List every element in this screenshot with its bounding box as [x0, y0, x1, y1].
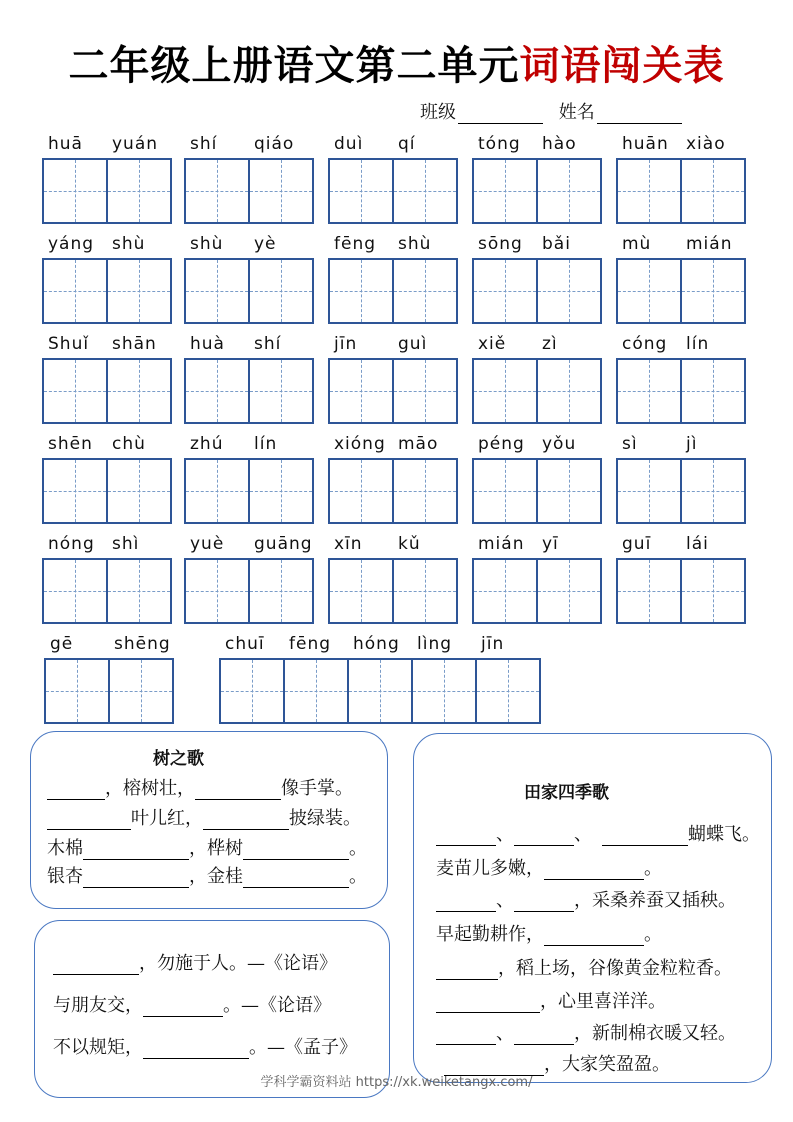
word-box-group	[616, 234, 746, 324]
writing-cell[interactable]	[618, 560, 682, 622]
blank[interactable]	[436, 961, 498, 980]
pinyin-label: yuán	[112, 134, 159, 154]
writing-cell[interactable]	[618, 460, 682, 522]
writing-cell[interactable]	[186, 560, 250, 622]
tian-line-5: ，稻上场，谷像黄金粒粒香。	[436, 954, 732, 980]
name-row	[420, 98, 692, 124]
writing-cell[interactable]	[330, 560, 394, 622]
word-box-group	[184, 434, 314, 524]
writing-cell[interactable]	[221, 660, 285, 722]
writing-cell[interactable]	[186, 460, 250, 522]
pinyin-label: huā	[48, 134, 83, 154]
tian-line-7: 、 ，新制棉衣暖又轻。	[436, 1019, 736, 1045]
pinyin-label: shēng	[114, 634, 171, 654]
tianzige-boxes	[42, 458, 172, 524]
word-box-group	[616, 434, 746, 524]
word-box-group	[472, 434, 602, 524]
writing-cell[interactable]	[394, 260, 456, 322]
pinyin-label: māo	[398, 434, 439, 454]
writing-cell[interactable]	[250, 460, 312, 522]
writing-cell[interactable]	[44, 260, 108, 322]
pinyin-label: bǎi	[542, 234, 571, 254]
word-box-group	[184, 234, 314, 324]
writing-cell[interactable]	[394, 160, 456, 222]
shu-line-4: 银杏 ，金桂 。	[47, 866, 367, 887]
blank[interactable]	[514, 893, 574, 912]
writing-cell[interactable]	[538, 160, 600, 222]
pinyin-label: jīn	[334, 334, 358, 354]
blank[interactable]	[243, 841, 349, 860]
tianzige-boxes	[219, 658, 541, 724]
tianzige-boxes	[472, 258, 602, 324]
tianzige-boxes	[328, 358, 458, 424]
pinyin-label: lìng	[417, 634, 453, 654]
tianzige-boxes	[472, 158, 602, 224]
tianzige-boxes	[184, 258, 314, 324]
pinyin-label: shān	[112, 334, 157, 354]
writing-cell[interactable]	[250, 160, 312, 222]
tianzige-boxes	[42, 558, 172, 624]
pinyin-label: yè	[254, 234, 277, 254]
pinyin-label: duì	[334, 134, 364, 154]
blank[interactable]	[47, 811, 131, 830]
blank[interactable]	[436, 827, 496, 846]
word-box-group	[472, 134, 602, 224]
writing-cell[interactable]	[186, 260, 250, 322]
writing-cell[interactable]	[330, 260, 394, 322]
blank[interactable]	[436, 994, 540, 1013]
pinyin-label: mù	[622, 234, 652, 254]
panel-shu-zhi-ge	[30, 731, 388, 909]
blank[interactable]	[544, 927, 644, 946]
tianzige-boxes	[616, 558, 746, 624]
pinyin-label: hào	[542, 134, 577, 154]
writing-cell[interactable]	[538, 560, 600, 622]
writing-cell[interactable]	[44, 360, 108, 422]
pinyin-label: sì	[622, 434, 638, 454]
writing-cell[interactable]	[108, 360, 170, 422]
tian-line-8: ，大家笑盈盈。	[444, 1050, 670, 1076]
class-label: 班级	[420, 102, 456, 123]
writing-cell[interactable]	[186, 360, 250, 422]
tianzige-boxes	[328, 458, 458, 524]
word-box-group	[328, 534, 458, 624]
pinyin-label: jì	[686, 434, 698, 454]
writing-cell[interactable]	[349, 660, 413, 722]
tianzige-boxes	[472, 558, 602, 624]
pinyin-label: shí	[254, 334, 282, 354]
shu-line-1: ，榕树壮， 像手掌。	[47, 774, 353, 800]
blank[interactable]	[602, 827, 688, 846]
writing-cell[interactable]	[538, 460, 600, 522]
blank[interactable]	[514, 1026, 574, 1045]
word-box-group	[328, 234, 458, 324]
word-box-group	[472, 234, 602, 324]
pinyin-label: Shuǐ	[48, 334, 90, 354]
tianzige-boxes	[472, 458, 602, 524]
writing-cell[interactable]	[474, 160, 538, 222]
pinyin-label: jīn	[481, 634, 505, 654]
word-box-group	[42, 534, 172, 624]
tian-line-4: 早起勤耕作， 。	[436, 924, 662, 945]
writing-cell[interactable]	[108, 260, 170, 322]
writing-cell[interactable]	[44, 460, 108, 522]
writing-cell[interactable]	[618, 360, 682, 422]
pinyin-label: yǒu	[542, 434, 577, 454]
writing-cell[interactable]	[538, 260, 600, 322]
pinyin-label: fēng	[334, 234, 377, 254]
pinyin-label: shù	[398, 234, 432, 254]
tianzige-boxes	[42, 158, 172, 224]
shu-line-2: 叶儿红， 披绿装。	[47, 804, 361, 830]
writing-cell[interactable]	[330, 160, 394, 222]
writing-cell[interactable]	[413, 660, 477, 722]
writing-cell[interactable]	[108, 460, 170, 522]
pinyin-label: tóng	[478, 134, 521, 154]
writing-cell[interactable]	[682, 160, 744, 222]
tianzige-boxes	[42, 258, 172, 324]
pinyin-label: hóng	[353, 634, 400, 654]
panel-title-shu: 树之歌	[153, 749, 204, 769]
tianzige-boxes	[616, 458, 746, 524]
pinyin-label: lín	[254, 434, 278, 454]
blank[interactable]	[143, 1040, 249, 1059]
tian-line-6: ，心里喜洋洋。	[436, 987, 666, 1013]
word-box-group	[616, 334, 746, 424]
blank[interactable]	[514, 827, 574, 846]
writing-cell[interactable]	[285, 660, 349, 722]
writing-cell[interactable]	[46, 660, 110, 722]
blank[interactable]	[544, 861, 644, 880]
writing-cell[interactable]	[682, 360, 744, 422]
word-box-group	[42, 434, 172, 524]
writing-cell[interactable]	[44, 160, 108, 222]
pinyin-label: yī	[542, 534, 559, 554]
word-box-group	[472, 534, 602, 624]
word-box-group	[44, 634, 174, 724]
writing-cell[interactable]	[330, 460, 394, 522]
pinyin-label: qí	[398, 134, 416, 154]
pinyin-label: xióng	[334, 434, 386, 454]
blank[interactable]	[243, 869, 349, 888]
pinyin-label: fēng	[289, 634, 332, 654]
word-box-group	[328, 134, 458, 224]
pinyin-label: nóng	[48, 534, 95, 554]
word-box-group	[328, 434, 458, 524]
pinyin-label: guì	[398, 334, 428, 354]
writing-cell[interactable]	[250, 560, 312, 622]
tian-line-1: 、 、 蝴蝶飞。	[436, 820, 760, 846]
tianzige-boxes	[616, 158, 746, 224]
writing-cell[interactable]	[250, 360, 312, 422]
pinyin-label: kǔ	[398, 534, 421, 554]
writing-cell[interactable]	[108, 560, 170, 622]
tianzige-boxes	[44, 658, 174, 724]
panel-title-tian: 田家四季歌	[524, 783, 609, 803]
blank[interactable]	[195, 781, 281, 800]
word-box-group	[42, 134, 172, 224]
writing-cell[interactable]	[394, 560, 456, 622]
writing-cell[interactable]	[250, 260, 312, 322]
writing-cell[interactable]	[44, 560, 108, 622]
writing-cell[interactable]	[618, 160, 682, 222]
writing-cell[interactable]	[538, 360, 600, 422]
pinyin-label: guāng	[254, 534, 313, 554]
tian-line-3: 、 ，采桑养蚕又插秧。	[436, 886, 736, 912]
proverb-line-3: 不以规矩， 。—《孟子》	[53, 1037, 357, 1058]
proverb-line-1: ，勿施于人。—《论语》	[53, 949, 337, 975]
tianzige-boxes	[184, 158, 314, 224]
pinyin-label: yuè	[190, 534, 225, 554]
word-box-group	[616, 134, 746, 224]
pinyin-label: shì	[112, 534, 140, 554]
tianzige-boxes	[184, 358, 314, 424]
pinyin-label: zì	[542, 334, 558, 354]
pinyin-label: xīn	[334, 534, 363, 554]
shu-line-3: 木棉 ，桦树 。	[47, 838, 367, 859]
writing-cell[interactable]	[474, 460, 538, 522]
pinyin-label: sōng	[478, 234, 523, 254]
proverb-line-2: 与朋友交， 。—《论语》	[53, 995, 331, 1016]
word-box-group	[42, 234, 172, 324]
word-box-group	[184, 134, 314, 224]
pinyin-label: shēn	[48, 434, 93, 454]
tian-line-2: 麦苗儿多嫩， 。	[436, 858, 662, 879]
name-label: 姓名	[558, 102, 595, 123]
pinyin-label: shù	[190, 234, 224, 254]
pinyin-label: shù	[112, 234, 146, 254]
blank[interactable]	[203, 811, 289, 830]
writing-cell[interactable]	[394, 360, 456, 422]
pinyin-label: xiě	[478, 334, 507, 354]
pinyin-label: zhú	[190, 434, 224, 454]
pinyin-label: chù	[112, 434, 146, 454]
word-box-group	[328, 334, 458, 424]
word-box-group	[219, 634, 541, 724]
tianzige-boxes	[328, 258, 458, 324]
blank[interactable]	[53, 956, 139, 975]
blank[interactable]	[436, 1026, 496, 1045]
blank[interactable]	[83, 841, 189, 860]
word-box-group	[184, 534, 314, 624]
word-box-group	[184, 334, 314, 424]
writing-cell[interactable]	[682, 460, 744, 522]
panel-tian-jia-si-ji-ge	[413, 733, 772, 1083]
blank[interactable]	[143, 998, 223, 1017]
word-box-group	[616, 534, 746, 624]
pinyin-label: guī	[622, 534, 652, 554]
pinyin-label: cóng	[622, 334, 668, 354]
name-field[interactable]	[597, 105, 682, 124]
pinyin-label: mián	[686, 234, 733, 254]
tianzige-boxes	[616, 358, 746, 424]
tianzige-boxes	[328, 158, 458, 224]
writing-cell[interactable]	[682, 260, 744, 322]
pinyin-label: qiáo	[254, 134, 295, 154]
pinyin-label: péng	[478, 434, 525, 454]
pinyin-label: huà	[190, 334, 225, 354]
writing-cell[interactable]	[108, 160, 170, 222]
tianzige-boxes	[616, 258, 746, 324]
pinyin-label: huān	[622, 134, 669, 154]
writing-cell[interactable]	[477, 660, 539, 722]
tianzige-boxes	[184, 558, 314, 624]
pinyin-label: shí	[190, 134, 218, 154]
word-box-group	[42, 334, 172, 424]
pinyin-label: mián	[478, 534, 525, 554]
writing-cell[interactable]	[474, 560, 538, 622]
pinyin-label: chuī	[225, 634, 265, 654]
tianzige-boxes	[184, 458, 314, 524]
pinyin-label: lái	[686, 534, 709, 554]
pinyin-label: yáng	[48, 234, 95, 254]
writing-cell[interactable]	[618, 260, 682, 322]
word-box-group	[472, 334, 602, 424]
writing-cell[interactable]	[394, 460, 456, 522]
tianzige-boxes	[42, 358, 172, 424]
pinyin-label: gē	[50, 634, 74, 654]
blank[interactable]	[83, 869, 189, 888]
tianzige-boxes	[472, 358, 602, 424]
writing-cell[interactable]	[110, 660, 172, 722]
writing-cell[interactable]	[474, 260, 538, 322]
blank[interactable]	[47, 781, 105, 800]
blank[interactable]	[436, 893, 496, 912]
class-field[interactable]	[458, 105, 543, 124]
page-title: 二年级上册语文第二单元词语闯关表	[68, 43, 725, 89]
pinyin-label: xiào	[686, 134, 726, 154]
writing-cell[interactable]	[186, 160, 250, 222]
writing-cell[interactable]	[330, 360, 394, 422]
writing-cell[interactable]	[474, 360, 538, 422]
pinyin-label: lín	[686, 334, 710, 354]
writing-cell[interactable]	[682, 560, 744, 622]
tianzige-boxes	[328, 558, 458, 624]
footer-source: 学科学霸资料站 https://xk.weiketangx.com/	[260, 1075, 533, 1090]
